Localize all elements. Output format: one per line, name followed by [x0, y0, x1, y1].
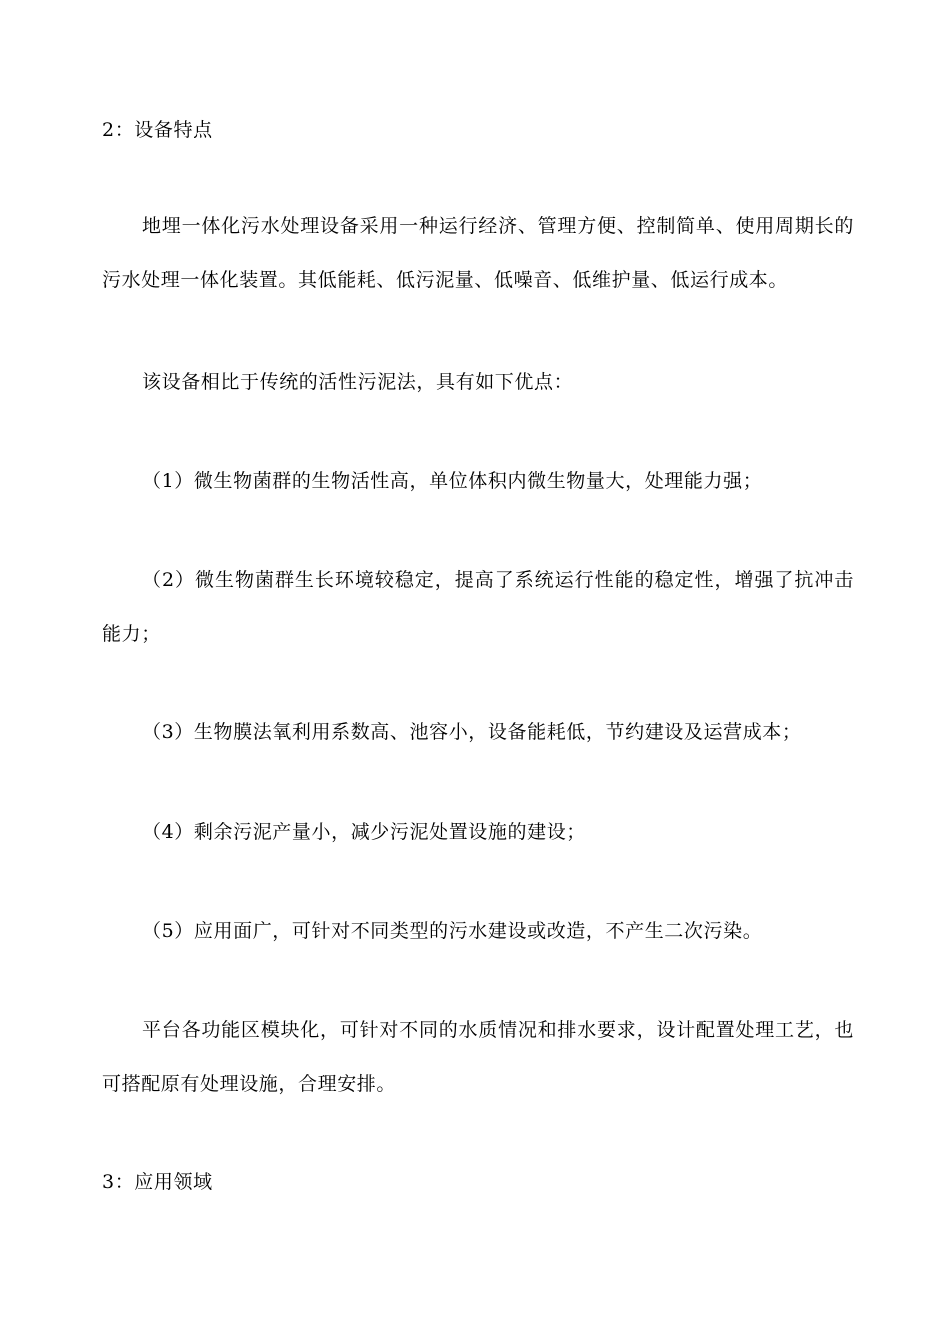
advantage-item-4: （4）剩余污泥产量小，减少污泥处置设施的建设；	[142, 821, 586, 843]
section-3-heading: 3：应用领域	[102, 1171, 213, 1193]
advantage-item-3: （3）生物膜法氧利用系数高、池容小，设备能耗低，节约建设及运营成本；	[142, 721, 802, 743]
advantage-item-2: （2）微生物菌群生长环境较稳定，提高了系统运行性能的稳定性，增强了抗冲击能力；	[102, 569, 854, 645]
advantage-item-5: （5）应用面广，可针对不同类型的污水建设或改造，不产生二次污染。	[142, 920, 763, 942]
advantages-lead-paragraph: 该设备相比于传统的活性污泥法，具有如下优点：	[142, 371, 574, 393]
section-2-heading: 2：设备特点	[102, 119, 213, 141]
intro-paragraph: 地埋一体化污水处理设备采用一种运行经济、管理方便、控制简单、使用周期长的污水处理一体化装置。其低能耗、低污泥量、低噪音、低维护量、低运行成本。	[102, 215, 854, 291]
advantage-item-1: （1）微生物菌群的生物活性高，单位体积内微生物量大，处理能力强；	[142, 470, 763, 492]
modular-paragraph: 平台各功能区模块化，可针对不同的水质情况和排水要求，设计配置处理工艺，也可搭配原有处理设施，合理安排。	[102, 1019, 854, 1095]
